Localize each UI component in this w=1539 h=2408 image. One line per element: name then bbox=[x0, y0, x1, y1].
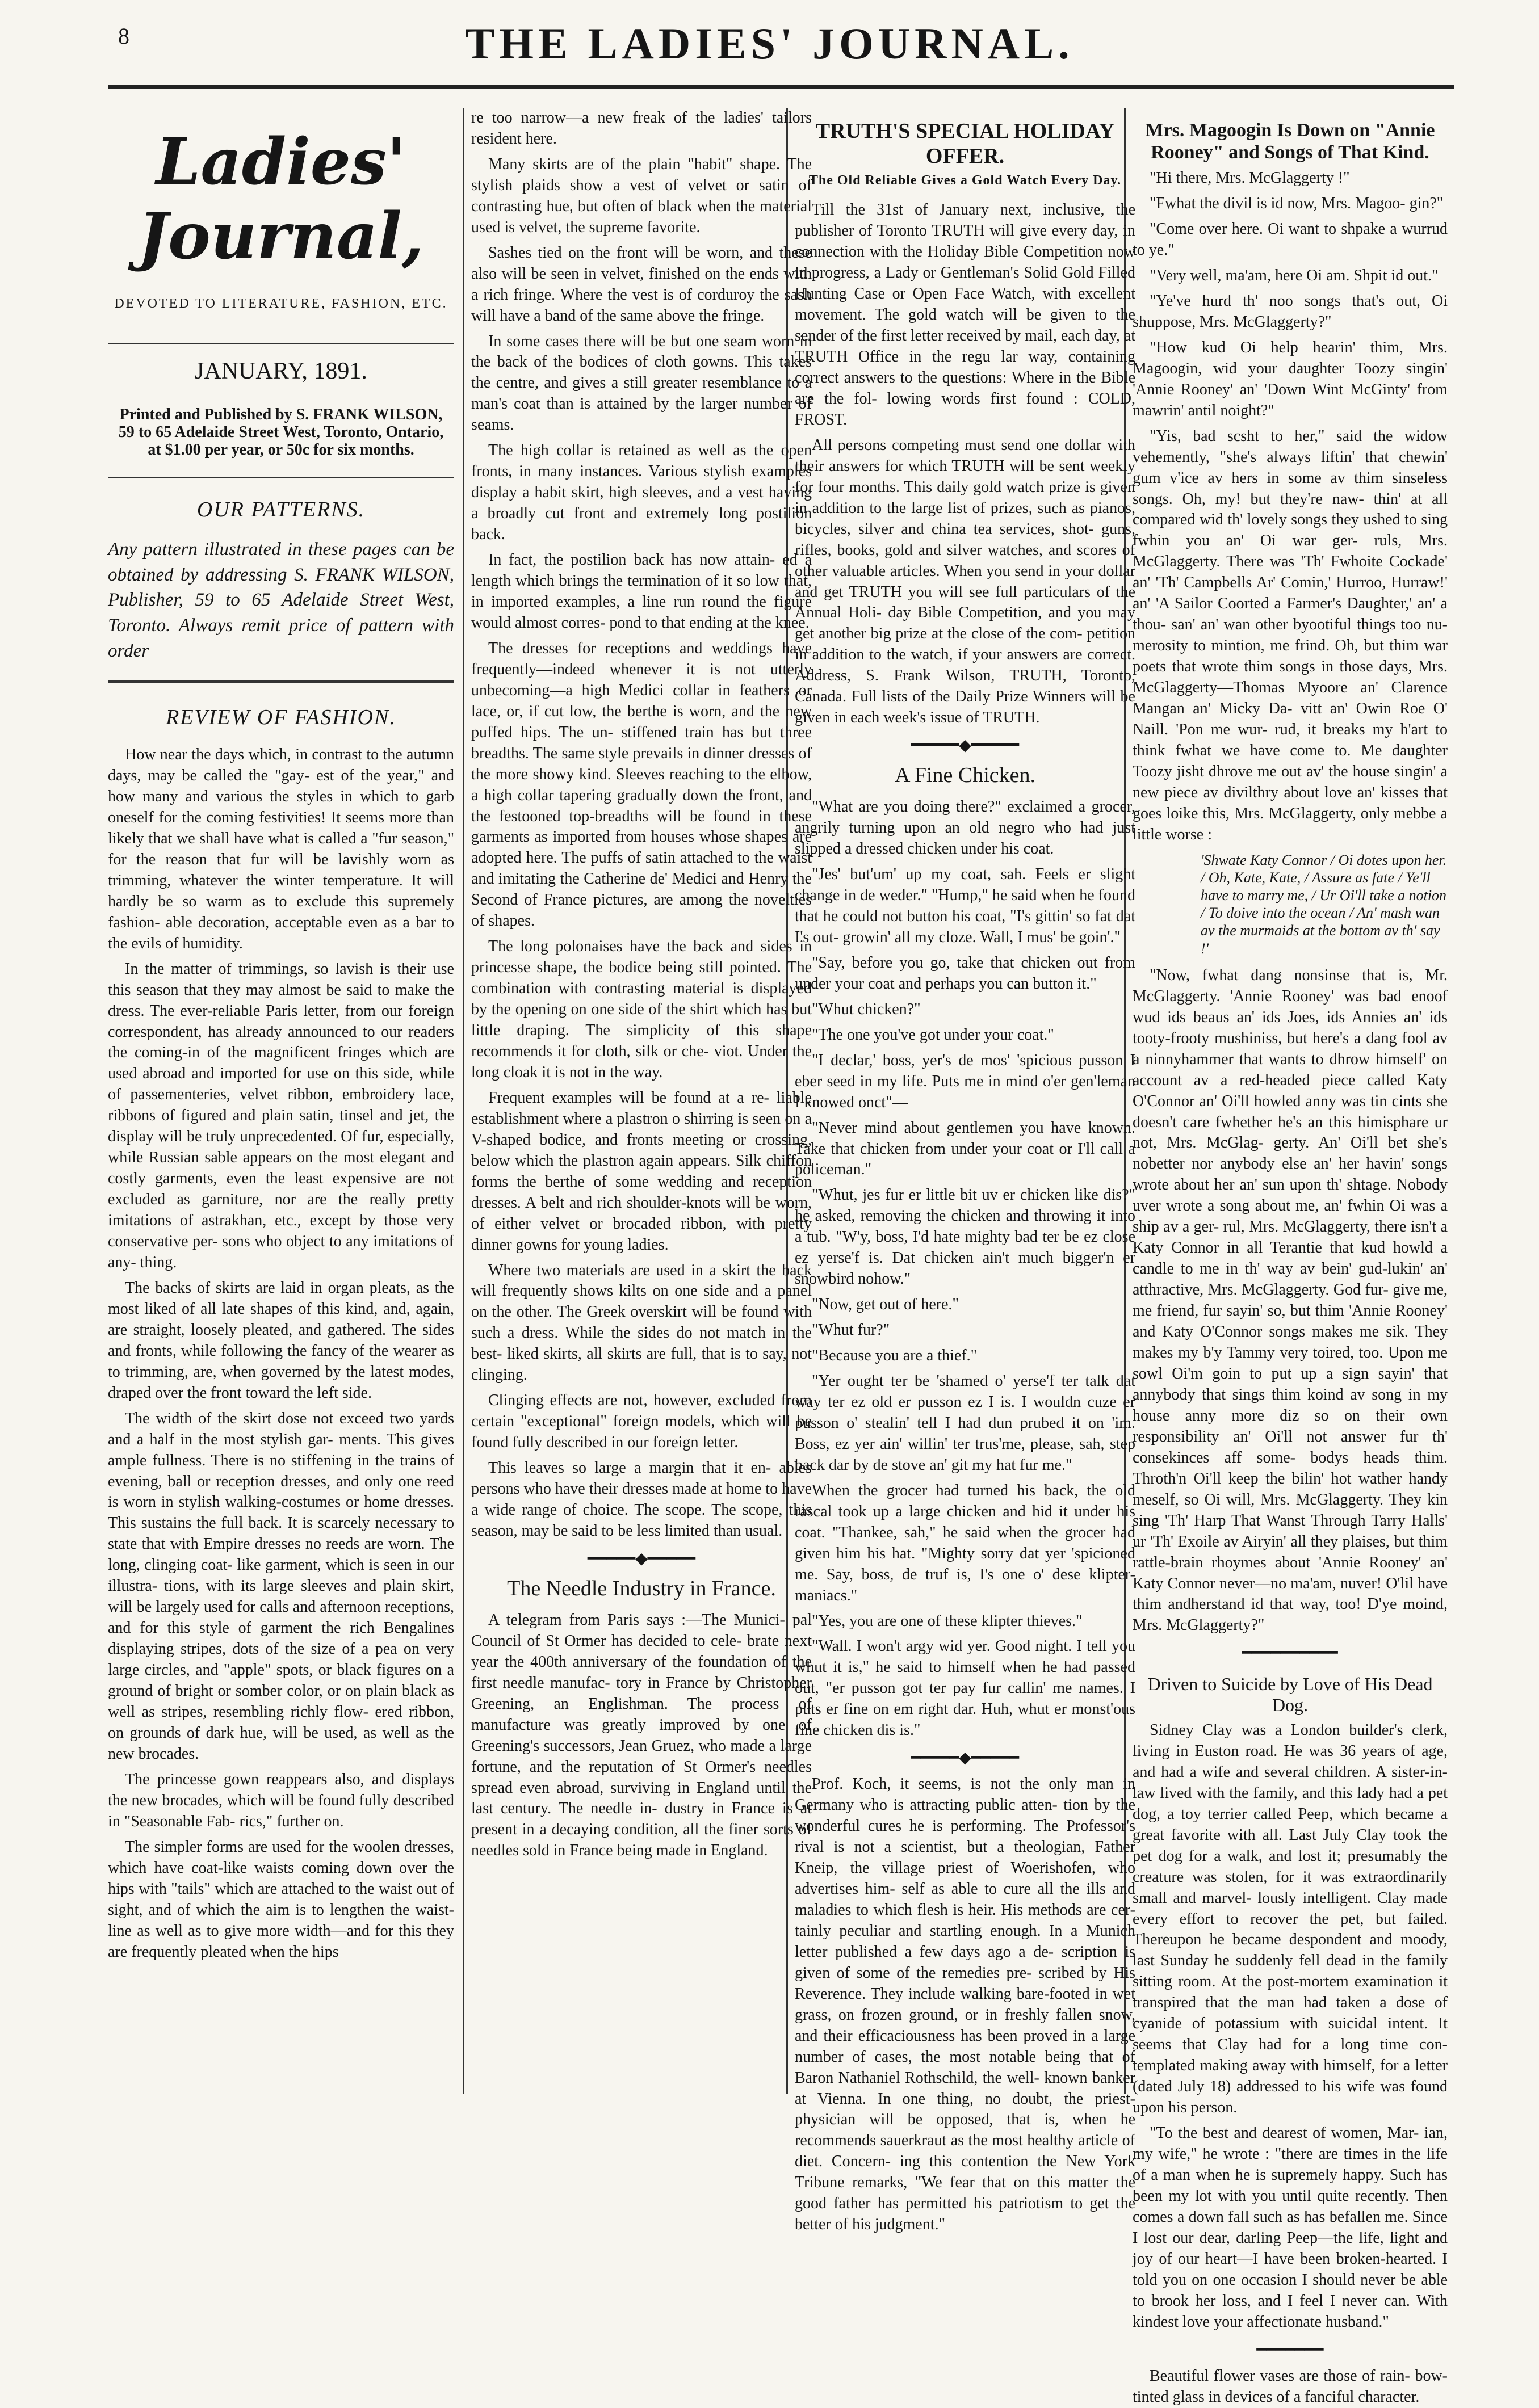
chicken-paragraph: "Wall. I won't argy wid yer. Good night. I tell you whut it is," he said to himself when he had passed out, "er pusson got ter pay fur callin' me names. I puts er fine on em right dar. Huh, whut er monst'ous fine chicken dis is." bbox=[795, 1637, 1135, 1739]
fashion-paragraph: In some cases there will be but one seam worn in the back of the bodices of cloth gowns. This takes the centre, and gives a still greater resemblance to a man's coat than is attained by the larger number of seams. bbox=[471, 332, 812, 434]
vases-paragraph: Beautiful flower vases are those of rain- bow-tinted glass in devices of a fanciful character. bbox=[1133, 2367, 1448, 2406]
truth-paragraph: All persons competing must send one dollar with their answers for which TRUTH will be sent weekly for four months. This daily gold watch prize is given in addition to the large list of prizes, such as pianos, bicycles, silver and china tea services, shot- guns, rifles, books, gold and silver watches, and scores of other valuable articles. When you send in your dollar and get TRUTH you will see full particulars of the Annual Holi- day Bible Competition, and you may get another big prize at the close of the com- petition in addition to the watch, if your answers are correct. Address, S. Frank Wilson, TRUTH, Toronto, Canada. Full lists of the Daily Prize Winners will be given in each week's issue of TRUTH. bbox=[795, 436, 1135, 727]
review-paragraph: The simpler forms are used for the woolen dresses, which have coat-like waists coming down over the hips with "tails" which are attached to the waist out of sight, and of which the aim is to lengthen the waist-line as well as to give more width—and for this they are frequently pleated when the hips bbox=[108, 1838, 454, 1961]
suicide-heading: Driven to Suicide by Love of His Dead Dog. bbox=[1147, 1674, 1433, 1716]
chicken-paragraph: "Say, before you go, take that chicken out from under your coat and perhaps you can button it." bbox=[795, 953, 1135, 993]
review-paragraph: The width of the skirt dose not exceed two yards and a half in the most stylish gar- ments. This gives ample fullness. There is no stiffening in the trains of evening, ball or reception dresses, and only one reed is worn in stylish walking-costumes or home dresses. This sustains the full back. It is scarcely necessary to state that with Empire dresses no reeds are worn. The long, clinging coat- like garment, which is seen in our illustra- tions, with its large sleeves and plain skirt, will be largely used for calls and afternoon receptions, and for this style of garment the rich Bengalines displaying stripes, dots of the size of a pea on very large circles, and "apple" spots, or black figures on a ground of bright or somber color, or on plain black as well as stripes, resembling richly flow- ered ribbon, on grounds of dark hue, will be used, as well as the new brocades. bbox=[108, 1409, 454, 1763]
chicken-paragraph: "What are you doing there?" exclaimed a grocer, angrily turning upon an old negro who had just slipped a dressed chicken under his coat. bbox=[795, 798, 1135, 858]
column-rule-1 bbox=[463, 108, 464, 2094]
magoogin-paragraph: "Come over here. Oi want to shpake a wurrud to ye." bbox=[1133, 220, 1448, 259]
magoogin-paragraph: "Ye've hurd th' noo songs that's out, Oi shuppose, Mrs. McGlaggerty?" bbox=[1133, 292, 1448, 331]
chicken-paragraph: "Jes' but'um' up my coat, sah. Feels er slight change in de weder." "Hump," he said when he found that he could not button his coat, "I's gittin' so fat dat I's out- growin' all my cloze. Wall, I mus' be goin'." bbox=[795, 865, 1135, 946]
masthead: Ladies' Journal, bbox=[138, 125, 424, 274]
fashion-paragraph: The high collar is retained as well as the open fronts, in many instances. Various stylish examples display a habit skirt, high sleeves, and a vest having a broadly cut front and extremely long postilion back. bbox=[471, 442, 812, 544]
page-number: 8 bbox=[118, 23, 129, 49]
top-rule bbox=[108, 85, 1454, 89]
ornament-divider: ━━━━━◆━━━━━ bbox=[587, 1549, 696, 1567]
fashion-paragraph: Many skirts are of the plain "habit" shape. The stylish plaids show a vest of velvet or satin of contrasting hue, but often of black when the material used is velvet, the supreme favorite. bbox=[471, 155, 812, 236]
chicken-paragraph: "The one you've got under your coat." bbox=[812, 1026, 1054, 1044]
chicken-paragraph: "Yes, you are one of these klipter thieves." bbox=[812, 1612, 1083, 1630]
magoogin-paragraph: "Yis, bad scsht to her," said the widow vehemently, "she's always liftin' that chewin' gum v'ice av hers in some av thim sinseless songs. Oh, my! but they're naw- thin' at all compared wid th' lovely songs they ushed to sing fwhin you an' Oi war ger- ruls, Mrs. McGlaggerty. There was 'Th' Fwhoite Cockade' an' 'Th' Campbells Ar' Comin,' Hurroo, Hurraw!' an' 'A Sailor Coorted a Farmer's Daughter,' an' a thou- san' an' wan other byootiful things too nu- merosity to mintion, me frind. Oh, but thim war poets that wrote thim songs in those days, Mrs. McGlaggerty—Thomas Myoore an' Clarence Mangan an' Micky Da- vitt an' Owin Roe O' Naill. 'Pon me wur- rud, it breaks my h'art to think fwhat we have come to. Me daughter Toozy jisht dhrove me out av' the house singin' a new piece av divilthry about love an' kisses that goes loike this, Mrs. McGlaggerty, only mebbe a little worse : bbox=[1133, 427, 1448, 843]
chicken-paragraph: "Never mind about gentlemen you have known. Take that chicken from under your coat or I'll call a policeman." bbox=[795, 1119, 1135, 1179]
short-divider: ━━━━━━━ bbox=[1256, 2340, 1324, 2359]
suicide-paragraph: "To the best and dearest of women, Mar- ian, my wife," he wrote : "there are times in the life of a man when he is supremely happy. Such has been my lot with you until quite recently. Then comes a down fall such as has befallen me. Since I lost our dear, darling Peep—the life, light and joy of our heart—I have been broken-hearted. I told you on one occasion I should never be able to brook her loss, and I feel I never can. With kindest love your affectionate husband." bbox=[1133, 2124, 1448, 2331]
patterns-heading: OUR PATTERNS. bbox=[196, 498, 366, 522]
magoogin-paragraph: "Hi there, Mrs. McGlaggerty !" bbox=[1150, 169, 1350, 187]
column-2 bbox=[471, 108, 812, 2106]
ornament-divider: ━━━━━◆━━━━━ bbox=[911, 737, 1020, 755]
fashion-paragraph: This leaves so large a margin that it en- ables persons who have their dresses made at home to have a wide range of choice. The scope. The scope, this season, may be said to be less limited than usual. bbox=[471, 1459, 812, 1540]
column-3 bbox=[795, 108, 1135, 2234]
chicken-paragraph: "Now, get out of here." bbox=[812, 1296, 959, 1314]
running-title: THE LADIES' JOURNAL. bbox=[465, 19, 1074, 68]
chicken-paragraph: "Whut fur?" bbox=[812, 1321, 890, 1339]
magoogin-paragraph: "Very well, ma'am, here Oi am. Shpit id out." bbox=[1150, 267, 1439, 284]
divider bbox=[108, 477, 454, 478]
review-paragraph: The princesse gown reappears also, and displays the new brocades, which will be found fully described in "Seasonable Fab- rics," further on. bbox=[108, 1770, 454, 1830]
magoogin-paragraph: "Fwhat the divil is id now, Mrs. Magoo- gin?" bbox=[1150, 195, 1444, 213]
fashion-paragraph: The long polonaises have the back and sides in princesse shape, the bodice being still pointed. The combination with contrasting material is displayed by the opening on one side of the shirt which has but little draping. The simplicity of this shape recommends it for cloth, silk or che- viot. Under the long cloak it is not in the way. bbox=[471, 938, 812, 1081]
truth-subheading: The Old Reliable Gives a Gold Watch Every Day. bbox=[808, 173, 1122, 188]
magoogin-paragraph: "How kud Oi help hearin' thim, Mrs. Magoogin, wid your daughter Toozy singin' 'Annie Rooney' an' 'Down Wint McGinty' from mawrin' antil noight?" bbox=[1133, 338, 1448, 419]
review-heading: REVIEW OF FASHION. bbox=[166, 705, 396, 730]
ornament-divider: ━━━━━━━━━━ bbox=[1242, 1644, 1338, 1662]
needle-paragraph: A telegram from Paris says :—The Munici- pal Council of St Ormer has decided to cele- brate next year the 400th anniversary of the foundation of the first needle manufac- tory in France by Christopher Greening, an Englishman. The process of manufacture was greatly improved by one of Greening's successors, Jean Gruez, who made a large fortune, and the reputation of St Ormer's needles spread even abroad, surviving in England until the last century. The needle in- dustry in France is at present in a decaying condition, all the finer sorts of needles sold in France being made in England. bbox=[471, 1611, 812, 1860]
column-1 bbox=[108, 108, 454, 2106]
issue-date: JANUARY, 1891. bbox=[195, 358, 367, 384]
fashion-paragraph: The dresses for receptions and weddings have frequently—indeed whenever it is not utterly unbecoming—a high Medici collar in feathers or lace, or, if cut low, the berthe is worn, and the new puffed hips. The un- stiffened train has but three breadths. The same style prevails in dinner dresses of the more showy kind. Sleeves reaching to the elbow, a high collar tapering gradually down the front, and the festooned top-breadths will be found in these garments as imported from houses whose shapes are adopted here. The puffs of satin attached to the waist and imitating the Catherine de' Medici and Henry the Second of France pictures, are among the novelties of shapes. bbox=[471, 639, 812, 930]
truth-paragraph: Till the 31st of January next, inclusive, the publisher of Toronto TRUTH will give every day, in connection with the Holiday Bible Competition now in progress, a Lady or Gentleman's Solid Gold Filled Hunting Case or Open Face Watch, with excellent movement. The gold watch will be given to the sender of the first letter received by mail, each day, at TRUTH Office in the regu lar way, containing correct answers to the questions: Where in the Bible are the fol- lowing words first found : COLD, FROST. bbox=[795, 201, 1135, 428]
fashion-paragraph: Where two materials are used in a skirt the back will frequently shows kilts on one side and a panel on the other. The Greek overskirt will be found with such a dress. While the sides do not match in the best- liked skirts, all skirts are full, that is to say, not clinging. bbox=[471, 1261, 812, 1384]
fashion-paragraph: re too narrow—a new freak of the ladies' tailors resident here. bbox=[471, 109, 812, 148]
review-paragraph: How near the days which, in contrast to the autumn days, may be called the "gay- est of the year," and how many and various the styles in which to garb oneself for the coming festivities! It seems more than likely that we shall have what is called a "fur season," for the reason that fur will be lavishly worn as trimming, whatever the winter temperature. It will hardly be so warm as to exclude this supremely fashion- able decoration, acceptable even as a bar to the evils of humidity. bbox=[108, 746, 454, 952]
koch-paragraph: Prof. Koch, it seems, is not the only man in Germany who is attracting public atten- tion by the wonderful cures he is performing. The Professor's rival is not a scientist, but a theologian, Father Kneip, the village priest of Woerishofen, who advertises him- self as able to cure all the ills and maladies to which flesh is heir. His methods are cer- tainly peculiar and startling enough. In a Munich letter published a few days ago a de- scription is given of some of the remedies pre- scribed by His Reverence. They include walking bare-footed in wet grass, on frozen ground, or in freshly fallen snow, and their efficaciousness has been proved in a large number of cases, the most notable being that of Baron Nathaniel Rothschild, the well- known banker at Vienna. In one thing, no doubt, the priest-physician will be opposed, that is, when he recommends sauerkraut as the most healthy article of diet. Concern- ing this contention the New York Tribune remarks, "We fear that on this matter the good father has permitted his patriotism to get the better of his judgment." bbox=[795, 1775, 1135, 2234]
fashion-paragraph: Clinging effects are not, however, excluded from certain "exceptional" foreign models, which will be found fully described in our foreign letter. bbox=[471, 1392, 812, 1452]
chicken-paragraph: "Because you are a thief." bbox=[812, 1347, 978, 1365]
chicken-paragraph: "Whut chicken?" bbox=[812, 1000, 921, 1018]
suicide-paragraph: Sidney Clay was a London builder's clerk, living in Euston road. He was 36 years of age, and had a wife and several children. A sister-in-law lived with the family, and this lady had a pet dog, a toy terrier called Peep, which became a great favorite with all. Last July Clay took the pet dog for a walk, and lost it; presumably the creature was stolen, for it was extraordinarily small and marvel- lously intelligent. Clay made every effort to recover the pet, but failed. Thereupon he became despondent and moody, last Sunday he suddenly fell dead in the family sitting room. At the post-mortem examination it transpired that the man had taken a dose of cyanide of potassium with suicidal intent. It seems that Clay had for a long time con- templated making away with himself, for a letter (dated July 18) addressed to his wife was found upon his person. bbox=[1133, 1721, 1448, 2117]
magoogin-heading: Mrs. Magoogin Is Down on "Annie Rooney" and Songs of That Kind. bbox=[1145, 120, 1435, 163]
truth-heading: TRUTH'S SPECIAL HOLIDAY OFFER. bbox=[815, 119, 1115, 168]
column-4 bbox=[1133, 108, 1448, 2406]
chicken-heading: A Fine Chicken. bbox=[894, 763, 1036, 788]
fashion-paragraph: Sashes tied on the front will be worn, and these also will be seen in velvet, finished on the ends with a rich fringe. Where the vest is of corduroy the sash will have a band of the same above the fringe. bbox=[471, 243, 812, 325]
review-paragraph: In the matter of trimmings, so lavish is their use this season that they may almost be said to make the dress. The ever-reliable Paris letter, from our foreign correspondent, has already announced to our readers the coming-in of the magnificent fringes which are used abroad and imported for use on this side, while of passementeries, velvet ribbon, embroidery lace, ribbons of figured and plain satin, tinsel and jet, the display will be truly unprecedented. Of fur, especially, while Russian sable appears on the most elegant and costly garments, even the least expensive are not excluded as garniture, nor are the really pretty imitations of astrakhan, etc., except by those very conservative per- sons who object to any imitations of any- thing. bbox=[108, 960, 454, 1271]
ornament-divider: ━━━━━◆━━━━━ bbox=[911, 1749, 1020, 1767]
chicken-paragraph: "I declar,' boss, yer's de mos' 'spicious pusson I eber seed in my life. Puts me in mind o'er gen'leman I knowed onct"— bbox=[795, 1051, 1135, 1111]
review-paragraph: The backs of skirts are laid in organ pleats, as the most liked of all late shapes of this kind, and, again, are straight, loosely pleated, and gathered. The sides and fronts, while following the fancy of the wearer as to trimming, are, when governed by the latest modes, draped over the front toward the left side. bbox=[108, 1279, 454, 1402]
needle-heading: The Needle Industry in France. bbox=[507, 1576, 776, 1600]
song-verse: 'Shwate Katy Connor / Oi dotes upon her. / Oh, Kate, Kate, / Assure as fate / Ye'll have to marry me, / Ur Oi'll take a notion / To doive into the ocean / An' mash wan av the murmaids at the bottom av th' say !' bbox=[1201, 851, 1447, 957]
masthead-tagline: DEVOTED TO LITERATURE, FASHION, ETC. bbox=[114, 296, 448, 311]
chicken-paragraph: "Yer ought ter be 'shamed o' yerse'f ter talk dat way ter ez old er pusson ez I is. I wouldn cuze er pusson o' stealin' tell I had dun prubed it on 'im. Boss, ez yer ain' willin' ter trus'me, please, sah, step back dar by de stove an' git my hat fur me." bbox=[795, 1372, 1135, 1474]
fashion-paragraph: In fact, the postilion back has now attain- ed a length which brings the termination of it so low that, in imported examples, a line run round the figure would almost corres- pond to that ending at the knee. bbox=[471, 551, 812, 632]
divider bbox=[108, 343, 454, 344]
double-divider bbox=[108, 680, 454, 686]
chicken-paragraph: "Whut, jes fur er little bit uv er chicken like dis?" he asked, removing the chicken and throwing it into a tub. "W'y, boss, I'd hate mighty bad ter be ez close ez yerse'f is. Dat chicken ain't much bigger'n er snowbird nohow." bbox=[795, 1186, 1135, 1288]
imprint: Printed and Published by S. FRANK WILSON, 59 to 65 Adelaide Street West, Toronto, Ontario, at $1.00 per year, or 50c for six months. bbox=[118, 406, 444, 459]
patterns-note: Any pattern illustrated in these pages can be obtained by addressing S. FRANK WILSON, Publisher, 59 to 65 Adelaide Street West, Toronto. Always remit price of pattern with order bbox=[108, 539, 454, 661]
fashion-paragraph: Frequent examples will be found at a re- liable establishment where a plastron o shirring is seen on a V-shaped bodice, and fronts meeting or crossing, below which the plastron again appears. Silk chiffon forms the berthe of some wedding and reception dresses. A belt and rich shoulder-knots will be worn, of either velvet or brocaded ribbon, with pretty dinner gowns for young ladies. bbox=[471, 1089, 812, 1254]
chicken-paragraph: When the grocer had turned his back, the old rascal took up a large chicken and hid it under his coat. "Thankee, sah," he said when the grocer had given him his hat. "Mighty sorry dat yer 'spicioned me. Say, boss, de truf is, I's one o' dese klipter- maniacs." bbox=[795, 1481, 1135, 1604]
magoogin-paragraph: "Now, fwhat dang nonsinse that is, Mr. McGlaggerty. 'Annie Rooney' was bad enoof wud ids beaus an' ids Joes, ids Annies an' ids tooty-frooty mushiniss, but here's a dang fool av a ninnyhammer that wants to dhrow himself' on account av a red-headed piece called Katy O'Connor an' Oi'll howled anny was tin cints she doesn't care fwhether he's an this himisphare ur not, Mrs. McGlag- gerty. An' Oi'll bet she's nobetter nor anybody else an' her havin' songs wrote about her an' sun upon th' shtage. Nobody uver wrote a song about me, an' fwhin Oi was a ship av a ger- rul, Mrs. McGlaggerty, there isn't a Katy Connor in all Terantie that kud howld a candle to me in th' way av bein' gud-lukin' an' atthractive, Mrs. McGlaggerty. God fur- give me, me friend, fur sayin' so, but thim 'Annie Rooney' and Katy O'Connor songs makes me sik. They makes my b'y Tammy very toired, too. Upon me sowl Oi'm goin to put up a sign sayin' that annybody that sings thim koind av song in my house anny more diz so on their own responsibility an' Oi'll not answer fur th' consekinces aff some- bodys heads thim. Throth'n Oi'll keep the bilin' hot wather handy meself, so Oi will, Mrs. McGlaggerty. They kin sing 'Th' Harp That Wanst Through Tarry Halls' ur 'Th' Exoile av Airyin' all they plaises, but thim rattle-brain rhoymes about 'Annie Rooney' an' Katy Connor never—no ma'am, nuver! O'lil have thim andherstand id that way, too! D'ye moind, Mrs. McGlaggerty?" bbox=[1133, 966, 1448, 1634]
